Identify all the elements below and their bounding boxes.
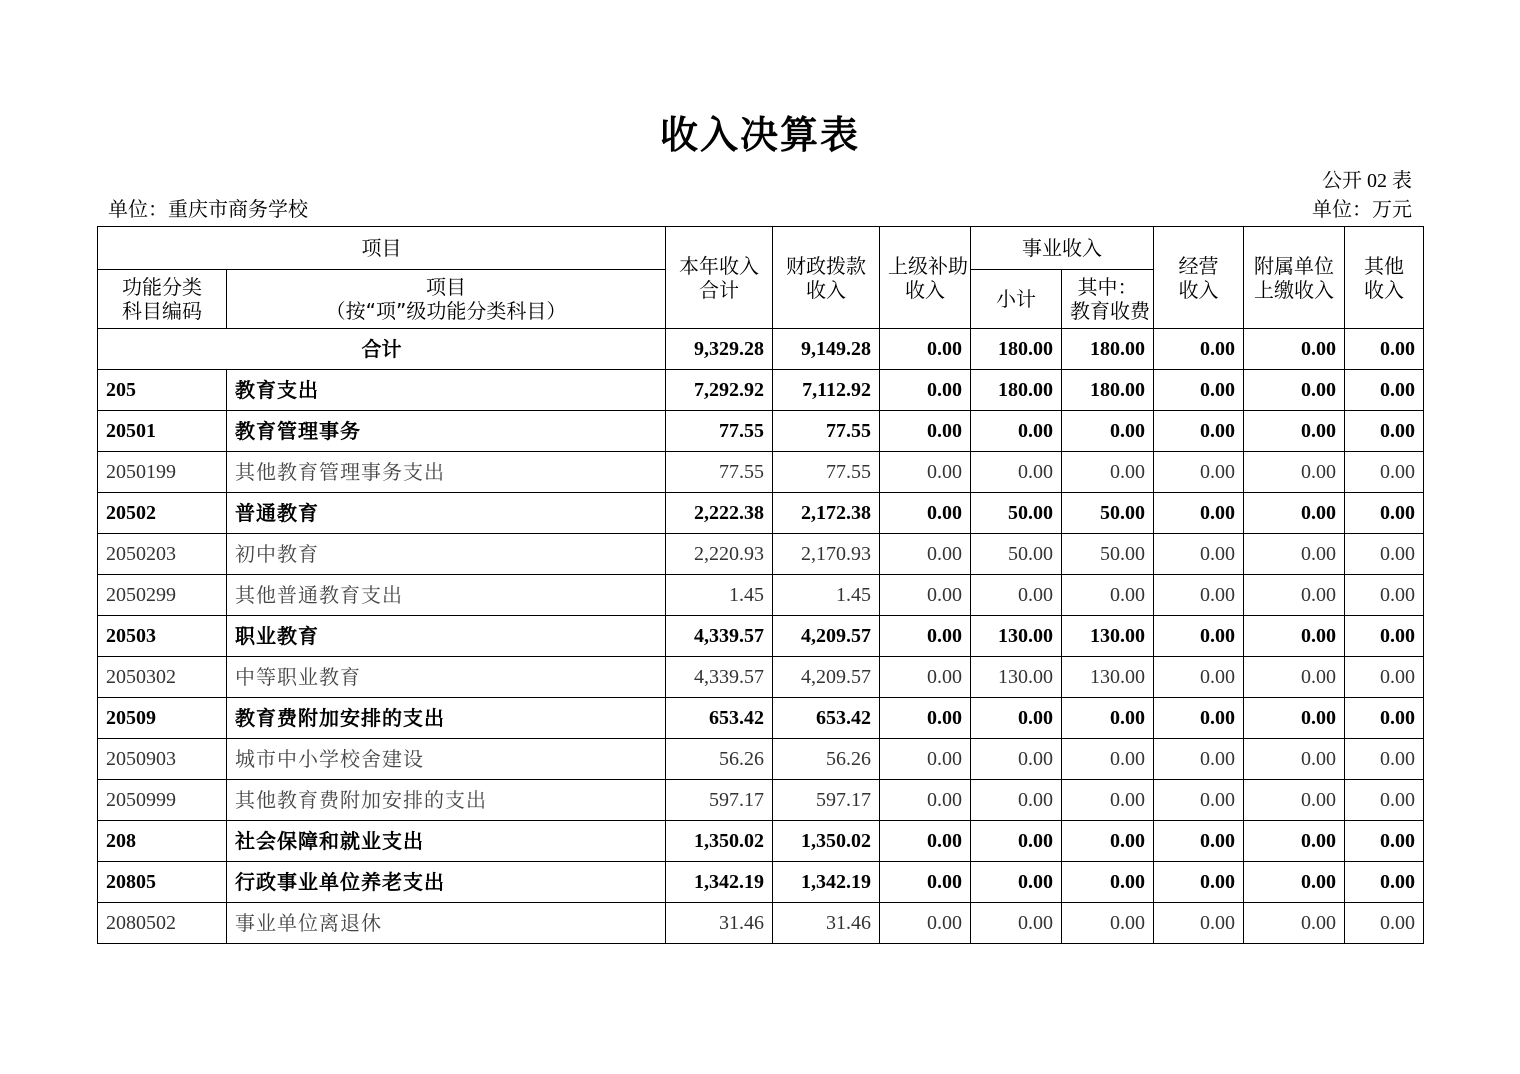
row-function-code: 208 — [98, 821, 227, 862]
row-function-code: 2050199 — [98, 452, 227, 493]
row-value: 0.00 — [880, 411, 971, 452]
table-row — [98, 780, 1424, 821]
row-value: 77.55 — [666, 411, 773, 452]
row-value: 1,342.19 — [666, 862, 773, 903]
row-value: 0.00 — [880, 493, 971, 534]
row-value: 0.00 — [1244, 452, 1345, 493]
row-value: 0.00 — [1244, 575, 1345, 616]
header-superior-subsidy: 上级补助 收入 — [880, 227, 971, 329]
row-value: 0.00 — [971, 739, 1062, 780]
row-value: 31.46 — [773, 903, 880, 944]
row-value: 0.00 — [1244, 698, 1345, 739]
row-value: 0.00 — [880, 657, 971, 698]
row-item-name: 中等职业教育 — [227, 657, 666, 698]
row-function-code: 205 — [98, 370, 227, 411]
row-value: 0.00 — [880, 862, 971, 903]
row-value: 0.00 — [880, 739, 971, 780]
table-row — [98, 411, 1424, 452]
row-function-code: 2050999 — [98, 780, 227, 821]
row-value: 130.00 — [971, 616, 1062, 657]
row-value: 180.00 — [971, 370, 1062, 411]
row-value: 0.00 — [1345, 862, 1424, 903]
table-row — [98, 698, 1424, 739]
row-value: 1.45 — [666, 575, 773, 616]
row-value: 0.00 — [1345, 657, 1424, 698]
row-value: 653.42 — [666, 698, 773, 739]
row-function-code: 20805 — [98, 862, 227, 903]
row-value: 653.42 — [773, 698, 880, 739]
header-item-name: 项目 （按“项”级功能分类科目） — [227, 270, 666, 329]
row-value: 0.00 — [880, 575, 971, 616]
row-item-name: 社会保障和就业支出 — [227, 821, 666, 862]
row-value: 56.26 — [666, 739, 773, 780]
row-value: 2,222.38 — [666, 493, 773, 534]
row-value: 0.00 — [1154, 862, 1244, 903]
row-value: 50.00 — [1062, 534, 1154, 575]
row-value: 0.00 — [1062, 903, 1154, 944]
table-row — [98, 575, 1424, 616]
row-value: 180.00 — [1062, 370, 1154, 411]
row-value: 1,350.02 — [773, 821, 880, 862]
row-function-code: 2050302 — [98, 657, 227, 698]
row-value: 597.17 — [773, 780, 880, 821]
row-value: 0.00 — [971, 452, 1062, 493]
row-value: 0.00 — [880, 616, 971, 657]
row-value: 1,342.19 — [773, 862, 880, 903]
row-function-code: 20503 — [98, 616, 227, 657]
row-item-name: 教育费附加安排的支出 — [227, 698, 666, 739]
row-value: 0.00 — [971, 903, 1062, 944]
row-value: 0.00 — [1154, 493, 1244, 534]
row-value: 77.55 — [773, 411, 880, 452]
row-value: 0.00 — [880, 698, 971, 739]
row-value: 0.00 — [971, 821, 1062, 862]
row-value: 0.00 — [1345, 452, 1424, 493]
row-value: 1.45 — [773, 575, 880, 616]
row-value: 0.00 — [1244, 493, 1345, 534]
row-value: 0.00 — [880, 534, 971, 575]
table-row — [98, 739, 1424, 780]
header-fiscal-allocation: 财政拨款 收入 — [773, 227, 880, 329]
row-function-code: 2050203 — [98, 534, 227, 575]
row-value: 0.00 — [1244, 780, 1345, 821]
row-value: 0.00 — [1154, 575, 1244, 616]
total-value: 0.00 — [1345, 329, 1424, 370]
table-row — [98, 862, 1424, 903]
row-value: 4,209.57 — [773, 616, 880, 657]
row-value: 130.00 — [1062, 616, 1154, 657]
row-value: 7,292.92 — [666, 370, 773, 411]
row-value: 0.00 — [1345, 698, 1424, 739]
table-row — [98, 534, 1424, 575]
row-value: 2,170.93 — [773, 534, 880, 575]
table-row — [98, 452, 1424, 493]
row-value: 0.00 — [1244, 370, 1345, 411]
row-value: 2,172.38 — [773, 493, 880, 534]
row-value: 0.00 — [1345, 780, 1424, 821]
row-item-name: 其他教育管理事务支出 — [227, 452, 666, 493]
currency-unit: 单位：万元 — [1312, 199, 1412, 221]
row-value: 0.00 — [1244, 821, 1345, 862]
header-project: 项目 — [98, 227, 666, 270]
row-value: 0.00 — [1062, 452, 1154, 493]
row-value: 0.00 — [1244, 862, 1345, 903]
row-value: 0.00 — [880, 903, 971, 944]
row-value: 0.00 — [1345, 534, 1424, 575]
row-value: 0.00 — [1154, 821, 1244, 862]
table-row — [98, 616, 1424, 657]
row-function-code: 20509 — [98, 698, 227, 739]
row-value: 0.00 — [1345, 903, 1424, 944]
row-value: 0.00 — [1244, 616, 1345, 657]
row-value: 0.00 — [1345, 370, 1424, 411]
row-value: 0.00 — [1154, 370, 1244, 411]
total-value: 9,329.28 — [666, 329, 773, 370]
row-value: 0.00 — [1154, 698, 1244, 739]
row-value: 0.00 — [880, 370, 971, 411]
row-value: 0.00 — [971, 411, 1062, 452]
row-value: 0.00 — [1345, 739, 1424, 780]
row-value: 31.46 — [666, 903, 773, 944]
row-value: 0.00 — [1062, 739, 1154, 780]
row-value: 597.17 — [666, 780, 773, 821]
row-item-name: 普通教育 — [227, 493, 666, 534]
total-label: 合计 — [98, 329, 666, 370]
row-value: 56.26 — [773, 739, 880, 780]
total-value: 0.00 — [1154, 329, 1244, 370]
row-value: 0.00 — [1345, 493, 1424, 534]
header-operating-income: 经营 收入 — [1154, 227, 1244, 329]
row-value: 0.00 — [1062, 411, 1154, 452]
row-value: 0.00 — [1062, 575, 1154, 616]
row-item-name: 教育支出 — [227, 370, 666, 411]
row-value: 4,209.57 — [773, 657, 880, 698]
income-final-accounts-table — [97, 226, 1424, 944]
row-value: 0.00 — [1244, 534, 1345, 575]
row-item-name: 其他普通教育支出 — [227, 575, 666, 616]
table-row — [98, 657, 1424, 698]
row-value: 0.00 — [1345, 411, 1424, 452]
row-value: 50.00 — [1062, 493, 1154, 534]
row-value: 4,339.57 — [666, 616, 773, 657]
row-value: 0.00 — [971, 780, 1062, 821]
row-value: 77.55 — [773, 452, 880, 493]
header-subtotal: 小计 — [971, 270, 1062, 329]
row-value: 0.00 — [1062, 780, 1154, 821]
header-affiliate-income: 附属单位 上缴收入 — [1244, 227, 1345, 329]
total-value: 9,149.28 — [773, 329, 880, 370]
total-value: 180.00 — [1062, 329, 1154, 370]
row-value: 0.00 — [1154, 657, 1244, 698]
row-value: 2,220.93 — [666, 534, 773, 575]
table-row — [98, 903, 1424, 944]
row-value: 77.55 — [666, 452, 773, 493]
row-value: 0.00 — [1154, 534, 1244, 575]
row-value: 0.00 — [880, 780, 971, 821]
total-value: 180.00 — [971, 329, 1062, 370]
page-title: 收入决算表 — [659, 113, 860, 157]
row-item-name: 事业单位离退休 — [227, 903, 666, 944]
header-function-code: 功能分类 科目编码 — [98, 270, 227, 329]
row-item-name: 初中教育 — [227, 534, 666, 575]
total-row — [98, 329, 1424, 370]
row-value: 0.00 — [971, 575, 1062, 616]
row-item-name: 行政事业单位养老支出 — [227, 862, 666, 903]
row-value: 0.00 — [1244, 739, 1345, 780]
row-item-name: 教育管理事务 — [227, 411, 666, 452]
row-function-code: 2050903 — [98, 739, 227, 780]
table-row — [98, 493, 1424, 534]
row-value: 0.00 — [971, 698, 1062, 739]
header-career-income: 事业收入 — [971, 227, 1154, 270]
row-function-code: 20502 — [98, 493, 227, 534]
row-value: 0.00 — [1244, 903, 1345, 944]
row-value: 7,112.92 — [773, 370, 880, 411]
row-value: 130.00 — [971, 657, 1062, 698]
row-value: 0.00 — [1154, 616, 1244, 657]
row-value: 1,350.02 — [666, 821, 773, 862]
row-value: 0.00 — [1154, 452, 1244, 493]
row-value: 0.00 — [1062, 862, 1154, 903]
reporting-unit: 单位：重庆市商务学校 — [108, 199, 308, 221]
row-item-name: 职业教育 — [227, 616, 666, 657]
row-value: 0.00 — [971, 862, 1062, 903]
form-number: 公开 02 表 — [1322, 170, 1412, 192]
row-value: 50.00 — [971, 493, 1062, 534]
total-value: 0.00 — [1244, 329, 1345, 370]
row-value: 0.00 — [1154, 903, 1244, 944]
row-value: 0.00 — [1345, 821, 1424, 862]
row-value: 0.00 — [1345, 616, 1424, 657]
table-row — [98, 370, 1424, 411]
row-value: 0.00 — [1244, 657, 1345, 698]
row-value: 4,339.57 — [666, 657, 773, 698]
row-function-code: 20501 — [98, 411, 227, 452]
row-value: 130.00 — [1062, 657, 1154, 698]
row-value: 0.00 — [1244, 411, 1345, 452]
row-value: 50.00 — [971, 534, 1062, 575]
row-value: 0.00 — [1154, 780, 1244, 821]
header-total-income: 本年收入 合计 — [666, 227, 773, 329]
row-value: 0.00 — [1062, 698, 1154, 739]
total-value: 0.00 — [880, 329, 971, 370]
row-function-code: 2080502 — [98, 903, 227, 944]
row-value: 0.00 — [1154, 411, 1244, 452]
row-function-code: 2050299 — [98, 575, 227, 616]
row-item-name: 其他教育费附加安排的支出 — [227, 780, 666, 821]
header-other-income: 其他 收入 — [1345, 227, 1424, 329]
row-value: 0.00 — [1154, 739, 1244, 780]
row-value: 0.00 — [880, 821, 971, 862]
row-value: 0.00 — [1345, 575, 1424, 616]
header-education-fee: 其中： 教育收费 — [1062, 270, 1154, 329]
row-value: 0.00 — [1062, 821, 1154, 862]
table-row — [98, 821, 1424, 862]
row-item-name: 城市中小学校舍建设 — [227, 739, 666, 780]
row-value: 0.00 — [880, 452, 971, 493]
